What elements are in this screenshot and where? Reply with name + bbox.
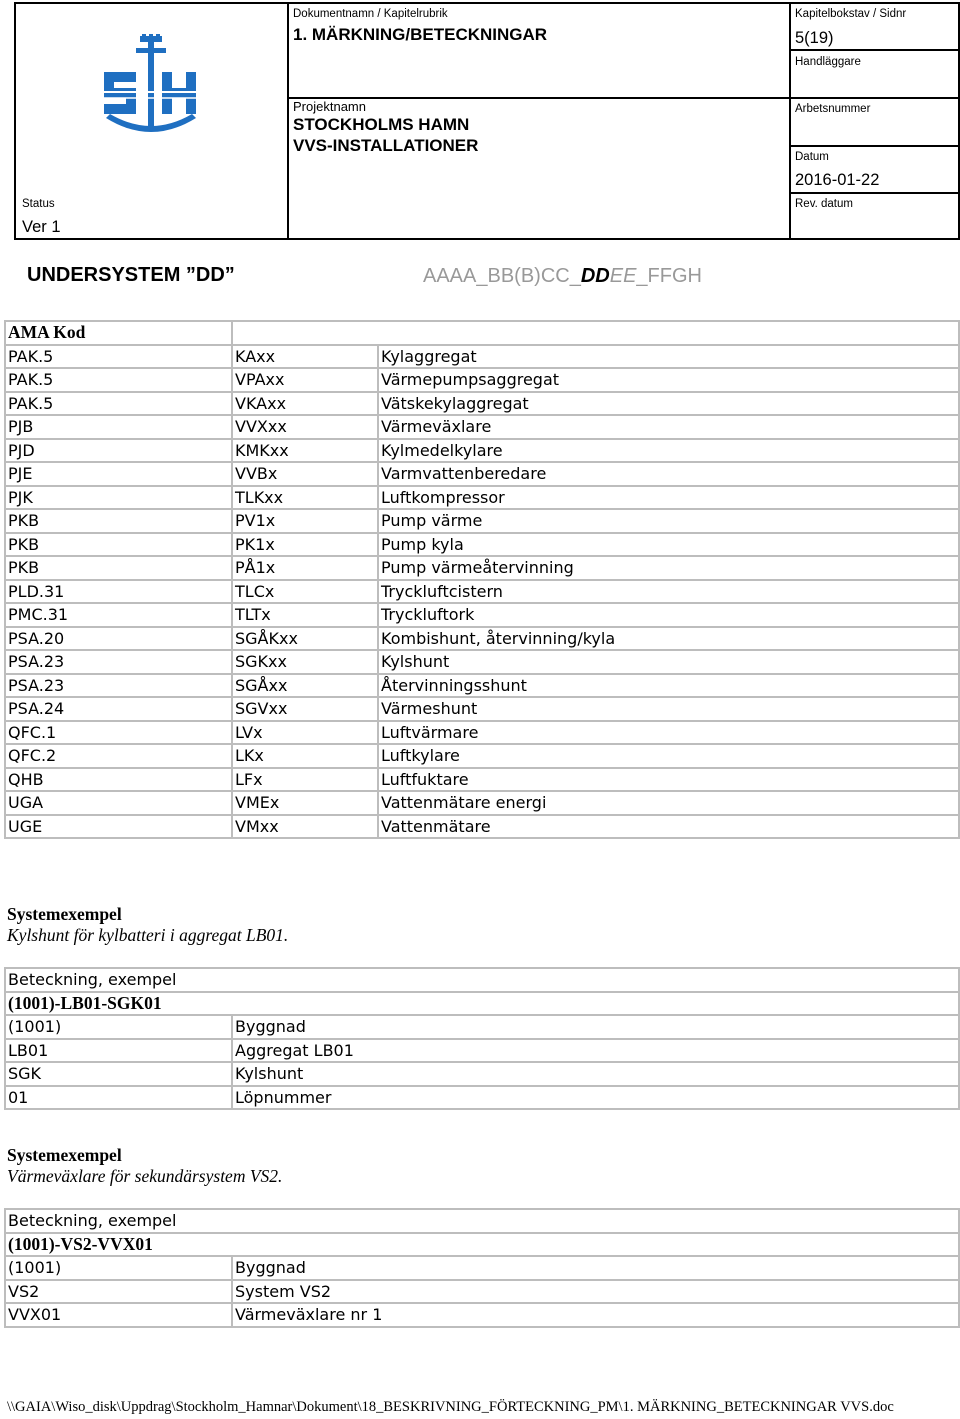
ama-code-cell: PKB	[5, 533, 232, 557]
project-label: Projektnamn	[293, 99, 366, 114]
handler-label: Handläggare	[795, 56, 861, 68]
part-cell: (1001)	[5, 1015, 232, 1039]
ama-code-cell: QFC.2	[5, 744, 232, 768]
table-row	[5, 1086, 959, 1110]
table-row	[5, 1280, 959, 1304]
doc-title: 1. MÄRKNING/BETECKNINGAR	[293, 25, 548, 44]
designation-cell: PV1x	[232, 509, 378, 533]
designation-cell: LKx	[232, 744, 378, 768]
code-suffix: _FFGH	[636, 265, 702, 287]
example-heading: Systemexempel	[7, 904, 122, 924]
description-cell: Kylshunt	[378, 650, 959, 674]
designation-cell: KAxx	[232, 345, 378, 369]
table-row	[5, 556, 959, 580]
description-cell: Varmvattenberedare	[378, 462, 959, 486]
table-row	[5, 345, 959, 369]
table-row	[5, 439, 959, 463]
file-path-footer: \\GAIA\Wiso_disk\Uppdrag\Stockholm_Hamnar\Dokument\18_BESKRIVNING_FÖRTECKNING_PM\1. MÄRKNING_BETECKNINGAR VVS.doc	[7, 1399, 894, 1415]
description-cell: Kylaggregat	[378, 345, 959, 369]
meaning-cell: Värmeväxlare nr 1	[232, 1303, 959, 1327]
ama-code-cell: QFC.1	[5, 721, 232, 745]
description-cell: Pump värme	[378, 509, 959, 533]
ama-code-cell: PMC.31	[5, 603, 232, 627]
designation-cell: VPAxx	[232, 368, 378, 392]
table-row	[5, 1015, 959, 1039]
table-row	[5, 368, 959, 392]
ama-code-cell: UGA	[5, 791, 232, 815]
table-row	[5, 744, 959, 768]
description-cell: Vattenmätare	[378, 815, 959, 839]
chapter-label: Kapitelbokstav / Sidnr	[795, 8, 907, 20]
status-value: Ver 1	[22, 218, 61, 236]
designation-cell: VKAxx	[232, 392, 378, 416]
table-row	[5, 768, 959, 792]
meaning-cell: Aggregat LB01	[232, 1039, 959, 1063]
part-cell: VS2	[5, 1280, 232, 1304]
ama-code-cell: PAK.5	[5, 392, 232, 416]
table-row	[5, 721, 959, 745]
code-ee: EE	[609, 265, 637, 287]
subsystem-title: UNDERSYSTEM ”DD”	[27, 264, 235, 286]
ama-code-cell: PLD.31	[5, 580, 232, 604]
ama-code-cell: PKB	[5, 509, 232, 533]
description-cell: Pump kyla	[378, 533, 959, 557]
rev-date-label: Rev. datum	[795, 198, 853, 210]
table-row	[5, 533, 959, 557]
ama-code-header: AMA Kod	[5, 321, 232, 345]
designation-cell: SGÅxx	[232, 674, 378, 698]
designation-cell: LFx	[232, 768, 378, 792]
designation-cell: VMxx	[232, 815, 378, 839]
ama-code-table	[4, 320, 960, 839]
system-example-2	[7, 1145, 282, 1187]
table-row	[5, 462, 959, 486]
subsystem-code-pattern	[423, 265, 702, 288]
table-row	[5, 509, 959, 533]
description-cell: Återvinningsshunt	[378, 674, 959, 698]
description-cell: Kombishunt, återvinning/kyla	[378, 627, 959, 651]
page-number: 5(19)	[795, 29, 834, 47]
meaning-cell: Löpnummer	[232, 1086, 959, 1110]
status-label: Status	[22, 198, 55, 210]
table-row	[5, 815, 959, 839]
table-row	[5, 1256, 959, 1280]
ama-code-cell: PSA.24	[5, 697, 232, 721]
part-cell: VVX01	[5, 1303, 232, 1327]
ama-code-cell: PKB	[5, 556, 232, 580]
designation-label: Beteckning, exempel	[5, 968, 959, 992]
table-row	[5, 580, 959, 604]
meaning-cell: Kylshunt	[232, 1062, 959, 1086]
ama-code-cell: PSA.20	[5, 627, 232, 651]
description-cell: Pump värmeåtervinning	[378, 556, 959, 580]
doc-name-label: Dokumentnamn / Kapitelrubrik	[293, 8, 448, 20]
description-cell: Värmeväxlare	[378, 415, 959, 439]
ama-code-cell: UGE	[5, 815, 232, 839]
designation-cell: VMEx	[232, 791, 378, 815]
example-heading: Systemexempel	[7, 1145, 122, 1165]
designation-cell: VVBx	[232, 462, 378, 486]
description-cell: Luftfuktare	[378, 768, 959, 792]
designation-cell: KMKxx	[232, 439, 378, 463]
designation-cell: PÅ1x	[232, 556, 378, 580]
table-row	[5, 392, 959, 416]
example-description: Värmeväxlare för sekundärsystem VS2.	[7, 1166, 283, 1186]
code-prefix: AAAA_BB(B)CC_	[423, 265, 581, 287]
table-row	[5, 603, 959, 627]
part-cell: 01	[5, 1086, 232, 1110]
part-cell: SGK	[5, 1062, 232, 1086]
designation-code: (1001)-LB01-SGK01	[5, 992, 959, 1016]
date-value: 2016-01-22	[795, 171, 880, 189]
part-cell: LB01	[5, 1039, 232, 1063]
designation-cell: SGKxx	[232, 650, 378, 674]
document-header	[14, 2, 960, 240]
designation-cell: SGVxx	[232, 697, 378, 721]
designation-example-table-1	[4, 967, 960, 1110]
description-cell: Luftkompressor	[378, 486, 959, 510]
description-cell: Kylmedelkylare	[378, 439, 959, 463]
table-row	[5, 1039, 959, 1063]
date-label: Datum	[795, 151, 829, 163]
description-cell: Tryckluftcistern	[378, 580, 959, 604]
ama-code-cell: PSA.23	[5, 650, 232, 674]
description-cell: Tryckluftork	[378, 603, 959, 627]
meaning-cell: Byggnad	[232, 1256, 959, 1280]
meaning-cell: Byggnad	[232, 1015, 959, 1039]
ama-code-cell: PAK.5	[5, 368, 232, 392]
description-cell: Värmeshunt	[378, 697, 959, 721]
project-name-line2: VVS-INSTALLATIONER	[293, 136, 479, 155]
ama-code-cell: PJK	[5, 486, 232, 510]
description-cell: Vattenmätare energi	[378, 791, 959, 815]
designation-cell: TLKxx	[232, 486, 378, 510]
description-cell: Värmepumpsaggregat	[378, 368, 959, 392]
designation-cell: SGÅKxx	[232, 627, 378, 651]
designation-label: Beteckning, exempel	[5, 1209, 959, 1233]
designation-cell: VVXxx	[232, 415, 378, 439]
stockholms-hamn-logo	[96, 34, 206, 144]
meaning-cell: System VS2	[232, 1280, 959, 1304]
designation-cell: TLCx	[232, 580, 378, 604]
work-number-label: Arbetsnummer	[795, 103, 871, 115]
table-row	[5, 697, 959, 721]
ama-code-cell: PSA.23	[5, 674, 232, 698]
header-empty-cell	[232, 321, 959, 345]
designation-cell: LVx	[232, 721, 378, 745]
ama-code-cell: PJE	[5, 462, 232, 486]
table-row	[5, 1303, 959, 1327]
ama-code-cell: PJB	[5, 415, 232, 439]
table-row	[5, 674, 959, 698]
table-row	[5, 415, 959, 439]
designation-cell: TLTx	[232, 603, 378, 627]
table-row	[5, 627, 959, 651]
table-row	[5, 1062, 959, 1086]
system-example-1	[7, 904, 288, 946]
ama-code-cell: PJD	[5, 439, 232, 463]
project-name-line1: STOCKHOLMS HAMN	[293, 115, 470, 134]
part-cell: (1001)	[5, 1256, 232, 1280]
table-row	[5, 791, 959, 815]
designation-cell: PK1x	[232, 533, 378, 557]
description-cell: Luftkylare	[378, 744, 959, 768]
ama-code-cell: PAK.5	[5, 345, 232, 369]
description-cell: Luftvärmare	[378, 721, 959, 745]
code-dd: DD	[580, 265, 610, 287]
table-row	[5, 650, 959, 674]
ama-code-cell: QHB	[5, 768, 232, 792]
designation-code: (1001)-VS2-VVX01	[5, 1233, 959, 1257]
table-header-row	[5, 321, 959, 345]
description-cell: Vätskekylaggregat	[378, 392, 959, 416]
table-row	[5, 486, 959, 510]
example-description: Kylshunt för kylbatteri i aggregat LB01.	[7, 925, 289, 945]
designation-example-table-2	[4, 1208, 960, 1328]
